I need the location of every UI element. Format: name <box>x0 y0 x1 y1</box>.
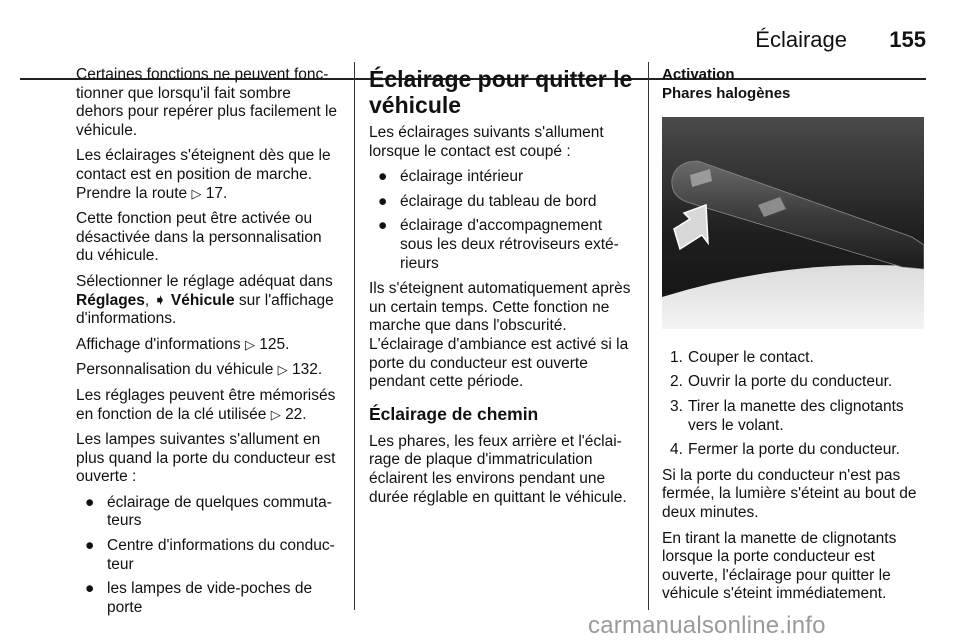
paragraph: Les phares, les feux arrière et l'éclairage de plaque d'immatriculation éclairent les environs pendant une durée réglable en quittant le véhicule. <box>369 432 627 506</box>
bullet-dot: ● <box>378 217 388 235</box>
page-number: 155 <box>889 27 926 52</box>
list-item <box>76 580 342 617</box>
paragraph <box>76 361 342 380</box>
ref-arrow-icon: ▷ <box>244 336 255 352</box>
paragraph <box>76 336 342 355</box>
page-ref[interactable]: 17. <box>205 184 228 202</box>
paragraph: Les éclairages suivants s'allument lorsque le contact est coupé : <box>369 124 604 160</box>
paragraph-text: Sélectionner le réglage adéquat dans <box>76 272 333 290</box>
step-text: Tirer la manette des clignotants vers le volant. <box>688 397 904 434</box>
page-ref[interactable]: 132. <box>291 361 323 379</box>
column-3 <box>662 66 928 611</box>
page-ref[interactable]: 125. <box>259 335 290 353</box>
bullet-dot: ● <box>85 537 95 555</box>
paragraph-text: Personnalisation du véhicule <box>76 361 274 379</box>
paragraph: Cette fonction peut être activée ou désactivée dans la personnalisation du véhicule. <box>76 210 322 265</box>
paragraph: Ils s'éteignent automatiquement après un certain temps. Cette fonction ne marche que dans l'obscurité. L'éclairage d'ambiance est activé si la porte du conducteur est ouverte pendant cette période. <box>369 280 631 391</box>
steps-list <box>662 349 928 460</box>
bullet-dot: ● <box>85 580 95 598</box>
list-item-text: éclairage du tableau de bord <box>400 192 597 210</box>
page-title: Éclairage <box>755 27 847 52</box>
paragraph: En tirant la manette de clignotants lorsque la porte conducteur est ouverte, l'éclairage pour quitter le véhicule s'éteint immédiatement. <box>662 529 897 603</box>
menu-item-vehicle: Véhicule <box>170 291 235 309</box>
paragraph <box>76 147 342 203</box>
watermark: carmanualsonline.info <box>588 612 826 639</box>
list-item <box>662 441 928 460</box>
section-heading: Éclairage pour quitter le véhicule <box>369 66 633 118</box>
paragraph-text: Les réglages peuvent être mémorisés en fonction de la clé utilisée <box>76 386 336 423</box>
step-number: 4. <box>670 441 683 459</box>
menu-arrow-icon: ➧ <box>153 291 167 309</box>
page-header <box>0 26 960 56</box>
ref-arrow-icon: ▷ <box>277 362 288 378</box>
page-ref[interactable]: 22. <box>285 405 307 423</box>
list-item-text: éclairage d'accompagnement sous les deux rétroviseurs extérieurs <box>400 217 619 272</box>
paragraph: Certaines fonctions ne peuvent fonctionner que lorsqu'il fait sombre dehors pour repérer plus facilement le véhicule. <box>76 66 338 139</box>
step-text: Ouvrir la porte du conducteur. <box>688 373 893 391</box>
list-item-text: Centre d'informations du conducteur <box>107 537 335 573</box>
menu-item-settings: Réglages <box>76 291 145 309</box>
subheading-halogen: Phares halogènes <box>662 84 791 102</box>
step-number: 2. <box>670 373 683 391</box>
list-item <box>369 193 635 212</box>
column-divider-2 <box>648 62 649 610</box>
list-item <box>369 217 635 273</box>
list-item <box>369 168 635 187</box>
ref-arrow-icon: ▷ <box>191 185 202 201</box>
bullet-dot: ● <box>85 493 95 511</box>
paragraph-text: sur l'affichage d'informations. <box>76 291 334 328</box>
list-item <box>76 494 342 531</box>
step-text: Couper le contact. <box>688 348 814 366</box>
ref-arrow-icon: ▷ <box>270 406 281 422</box>
subsection-heading: Éclairage de chemin <box>369 403 539 424</box>
paragraph-text: Affichage d'informations <box>76 335 241 353</box>
list-item <box>76 537 342 574</box>
paragraph: Si la porte du conducteur n'est pas fermée, la lumière s'éteint au bout de deux minutes. <box>662 466 917 521</box>
bullet-dot: ● <box>378 168 388 186</box>
list-item-text: les lampes de vide-poches de porte <box>107 580 313 616</box>
list-item <box>662 349 928 368</box>
paragraph: Sélectionner le réglage adéquat dans Réglages, ➧ Véhicule sur l'affichage d'informations. <box>76 272 334 328</box>
step-number: 1. <box>670 348 683 366</box>
bullet-list <box>369 168 635 273</box>
list-item-text: éclairage intérieur <box>400 168 524 186</box>
list-item <box>662 373 928 392</box>
bullet-list <box>76 494 342 618</box>
bullet-dot: ● <box>378 192 388 210</box>
turn-signal-lever-illustration <box>662 117 924 329</box>
paragraph: Les lampes suivantes s'allument en plus quand la porte du conducteur est ouverte : <box>76 431 336 486</box>
paragraph-text: Les éclairages s'éteignent dès que le contact est en position de marche. Prendre la route <box>76 147 331 202</box>
column-2 <box>369 66 635 514</box>
subheading-activation: Activation <box>662 66 735 83</box>
list-item <box>662 398 928 435</box>
step-text: Fermer la porte du conducteur. <box>688 441 900 459</box>
column-divider-1 <box>354 62 355 610</box>
paragraph <box>76 387 342 424</box>
column-1 <box>76 66 342 624</box>
list-item-text: éclairage de quelques commutateurs <box>107 493 332 530</box>
step-number: 3. <box>670 397 683 415</box>
